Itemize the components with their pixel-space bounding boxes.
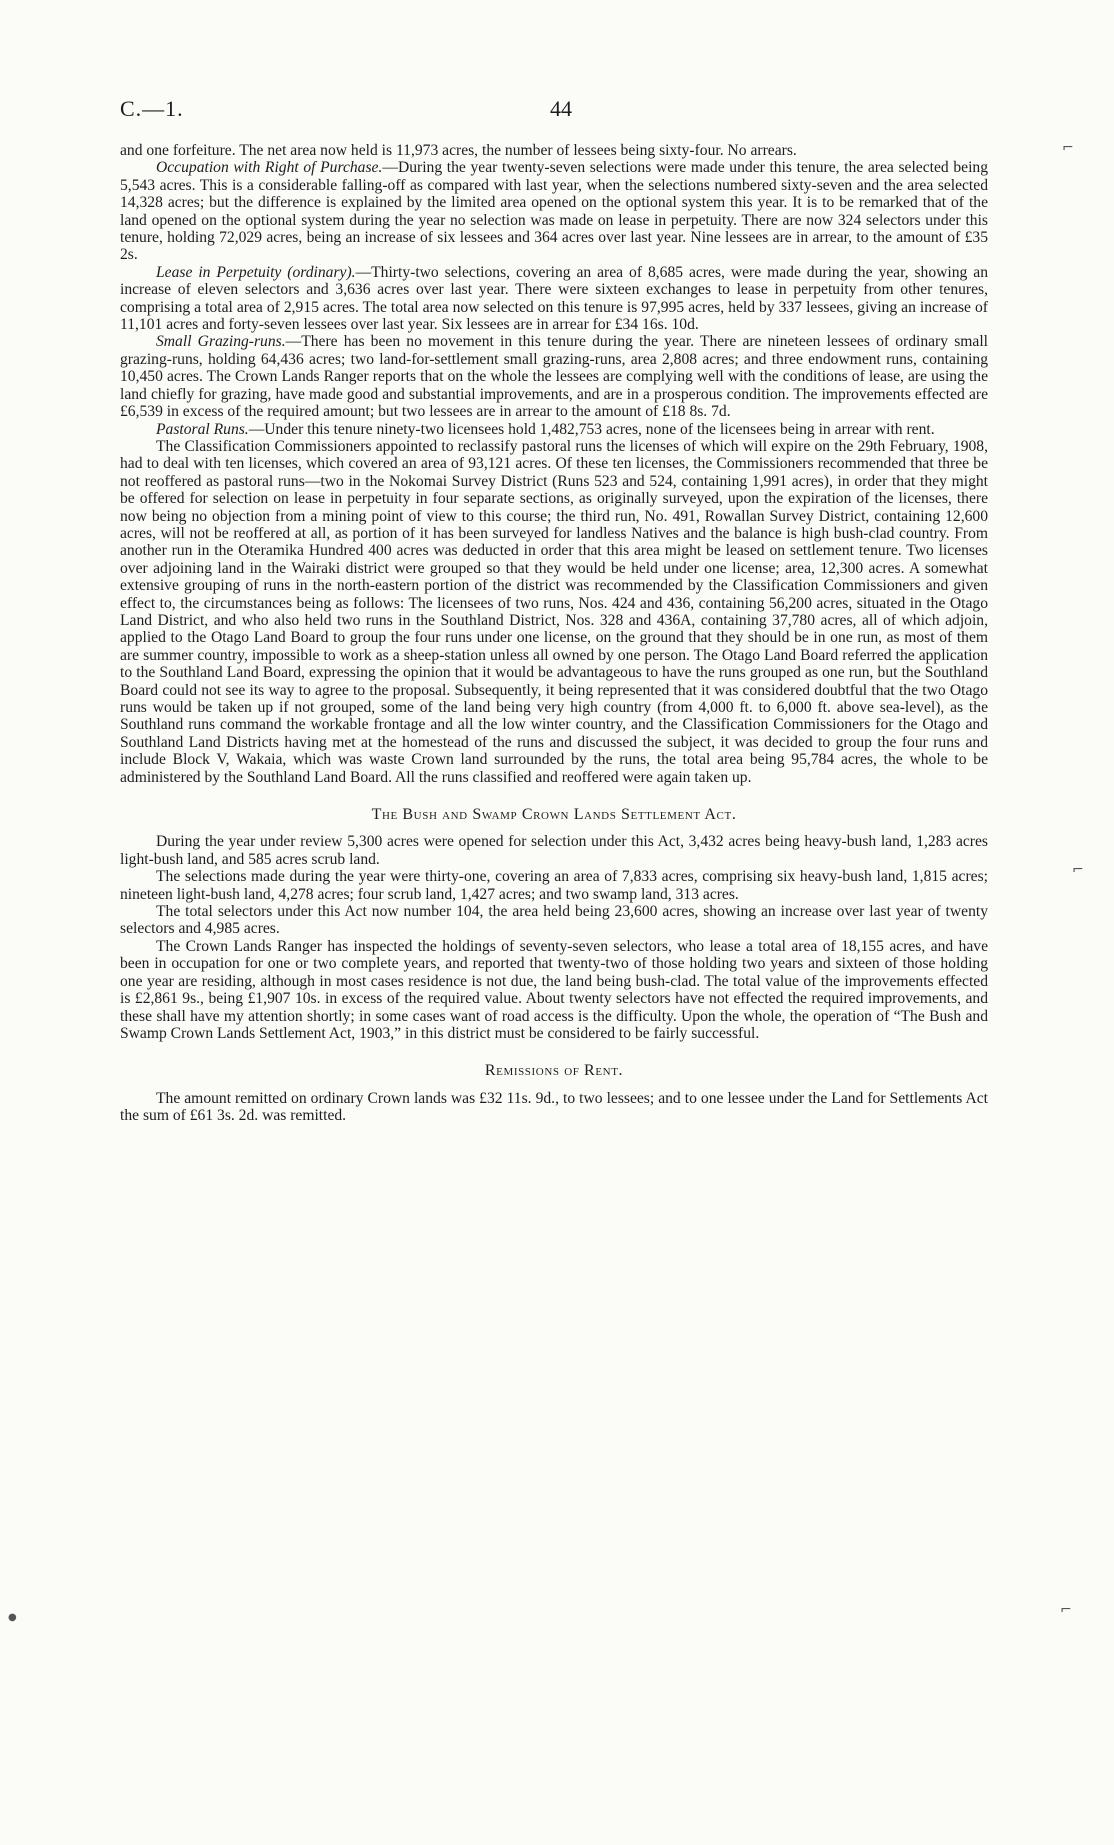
margin-dot-icon: ● (8, 1612, 17, 1623)
paragraph: The selections made during the year were thirty-one, covering an area of 7,833 acres, comprising six heavy-bush land, 1,815 acres; nineteen light-bush land, 4,278 acres; four scrub land, 1,427 acres; and two swamp land, 313 acres. (120, 868, 988, 903)
paragraph-pastoral-runs: Pastoral Runs.—Under this tenure ninety-two licensees hold 1,482,753 acres, none of the licensees being in arrear with rent. (156, 420, 935, 438)
paragraph: The total selectors under this Act now number 104, the area held being 23,600 acres, showing an increase over last year of twenty selectors and 4,985 acres. (120, 903, 988, 938)
page-header (120, 96, 980, 126)
paragraph-small-grazing-runs: Small Grazing-runs.—There has been no movement in this tenure during the year. There are nineteen lessees of ordinary small grazing-runs, holding 64,436 acres; two land-for-settlement small grazing-runs, area 2,808 acres; and three endowment runs, containing 10,450 acres. The Crown Lands Ranger reports that on the whole the lessees are complying well with the conditions of lease, are using the land chiefly for grazing, have made good and substantial improvements, and are in a prosperous condition. The improvements effected are £6,539 in excess of the required amount; but two lessees are in arrear to the amount of £18 8s. 7d. (120, 333, 988, 421)
paragraph: The Crown Lands Ranger has inspected the holdings of seventy-seven selectors, who lease a total area of 18,155 acres, and have been in occupation for one or two complete years, and reported that twenty-two of those holding two years and sixteen of those holding one year are residing, although in most cases residence is not due, the land being bush-clad. The total value of the improvements effected is £2,861 9s., being £1,907 10s. in excess of the required value. About twenty selectors have not effected the required improvements, and these shall have my attention shortly; in some cases want of road access is the difficulty. Upon the whole, the operation of “The Bush and Swamp Crown Lands Settlement Act, 1903,” in this district must be considered to be fairly successful. (120, 937, 988, 1042)
body-text (120, 142, 988, 1125)
section-heading-inline: Pastoral Runs. (156, 420, 249, 438)
paragraph-occupation-right-of-purchase: Occupation with Right of Purchase.—During the year twenty-seven selections were made under this tenure, the area selected being 5,543 acres. This is a considerable falling-off as compared with last year, when the selections numbered sixty-seven and the area selected 14,328 acres; but the difference is explained by the limited area opened on the optional system this year. It is to be remarked that of the land opened on the optional system during the year no selection was made on lease in perpetuity. There are now 324 selectors under this tenure, holding 72,029 acres, being an increase of six lessees and 364 acres over last year. Nine lessees are in arrear, to the amount of £35 2s. (120, 159, 988, 264)
section-heading-inline: Occupation with Right of Purchase. (156, 159, 383, 177)
section-heading-inline: Lease in Perpetuity (ordinary). (156, 263, 356, 281)
document-reference: C.—1. (120, 96, 184, 121)
page-number: 44 (550, 96, 572, 121)
margin-mark-icon: ⌐ (1060, 1602, 1072, 1618)
paragraph-classification: The Classification Commissioners appointed to reclassify pastoral runs the licenses of which will expire on the 29th February, 1908, had to deal with ten licenses, which covered an area of 93,121 acres. Of these ten licenses, the Commissioners recommended that three be not reoffered as pastoral runs—two in the Nokomai Survey District (Runs 523 and 524, containing 1,991 acres), in order that they might be offered for selection on lease in perpetuity in four separate sections, as originally surveyed, upon the expiration of the licenses, there now being no objection from a mining point of view to this course; the third run, No. 491, Rowallan Survey District, containing 12,600 acres, will not be reoffered at all, as portion of it has been surveyed for landless Natives and the balance is high bush-clad country. From another run in the Oteramika Hundred 400 acres was deducted in order that this area might be leased on settlement tenure. Two licenses over adjoining land in the Wairaki district were grouped so that they would be held under one license; area, 12,300 acres. A somewhat extensive grouping of runs in the north-eastern portion of the district was recommended by the Classification Commissioners and given effect to, the circumstances being as follows: The licensees of two runs, Nos. 424 and 436, containing 56,200 acres, situated in the Otago Land District, and who also held two runs in the Southland District, Nos. 328 and 436A, containing 37,780 acres, all of which adjoin, applied to the Otago Land Board to group the four runs under one license, on the ground that they should be in one run, as most of them are summer country, impossible to work as a sheep-station unless all owned by one person. The Otago Land Board referred the application to the Southland Land Board, expressing the opinion that it would be advantageous to have the runs grouped as one run, but the Southland Board could not see its way to agree to the proposal. Subsequently, it being represented that it was considered doubtful that the two Otago runs would be taken up if not grouped, some of the land being very high country (from 4,000 ft. to 6,000 ft. above sea-level), as the Southland runs command the workable frontage and all the low winter country, and the Classification Commissioners for the Otago and Southland Land Districts having met at the homestead of the runs and discussed the subject, it was decided to group the four runs and include Block V, Wakaia, which was waste Crown land surrounded by the runs, the total area being 95,784 acres, the whole to be administered by the Southland Land Board. All the runs classified and reoffered were again taken up. (120, 437, 988, 786)
paragraph: During the year under review 5,300 acres were opened for selection under this Act, 3,432 acres being heavy-bush land, 1,283 acres light-bush land, and 585 acres scrub land. (120, 833, 988, 868)
paragraph-continuation: and one forfeiture. The net area now held is 11,973 acres, the number of lessees being sixty-four. No arrears. (120, 142, 797, 159)
section-heading-bush-swamp: The Bush and Swamp Crown Lands Settlement Act. (371, 806, 737, 824)
margin-mark-icon: ⌐ (1072, 862, 1084, 878)
paragraph-lease-in-perpetuity: Lease in Perpetuity (ordinary).—Thirty-two selections, covering an area of 8,685 acres, were made during the year, showing an increase of eleven selectors and 3,636 acres over last year. There were sixteen exchanges to lease in perpetuity from other tenures, comprising a total area of 2,915 acres. The total area now selected on this tenure is 97,995 acres, held by 337 lessees, giving an increase of 11,101 acres and forty-seven lessees over last year. Six lessees are in arrear for £34 16s. 10d. (120, 263, 988, 334)
section-heading-inline: Small Grazing-runs. (156, 333, 286, 351)
paragraph: The amount remitted on ordinary Crown lands was £32 11s. 9d., to two lessees; and to one lessee under the Land for Settlements Act the sum of £61 3s. 2d. was remitted. (120, 1089, 988, 1125)
section-heading-remissions: Remissions of Rent. (484, 1062, 624, 1080)
margin-mark-icon: ⌐ (1062, 140, 1074, 156)
